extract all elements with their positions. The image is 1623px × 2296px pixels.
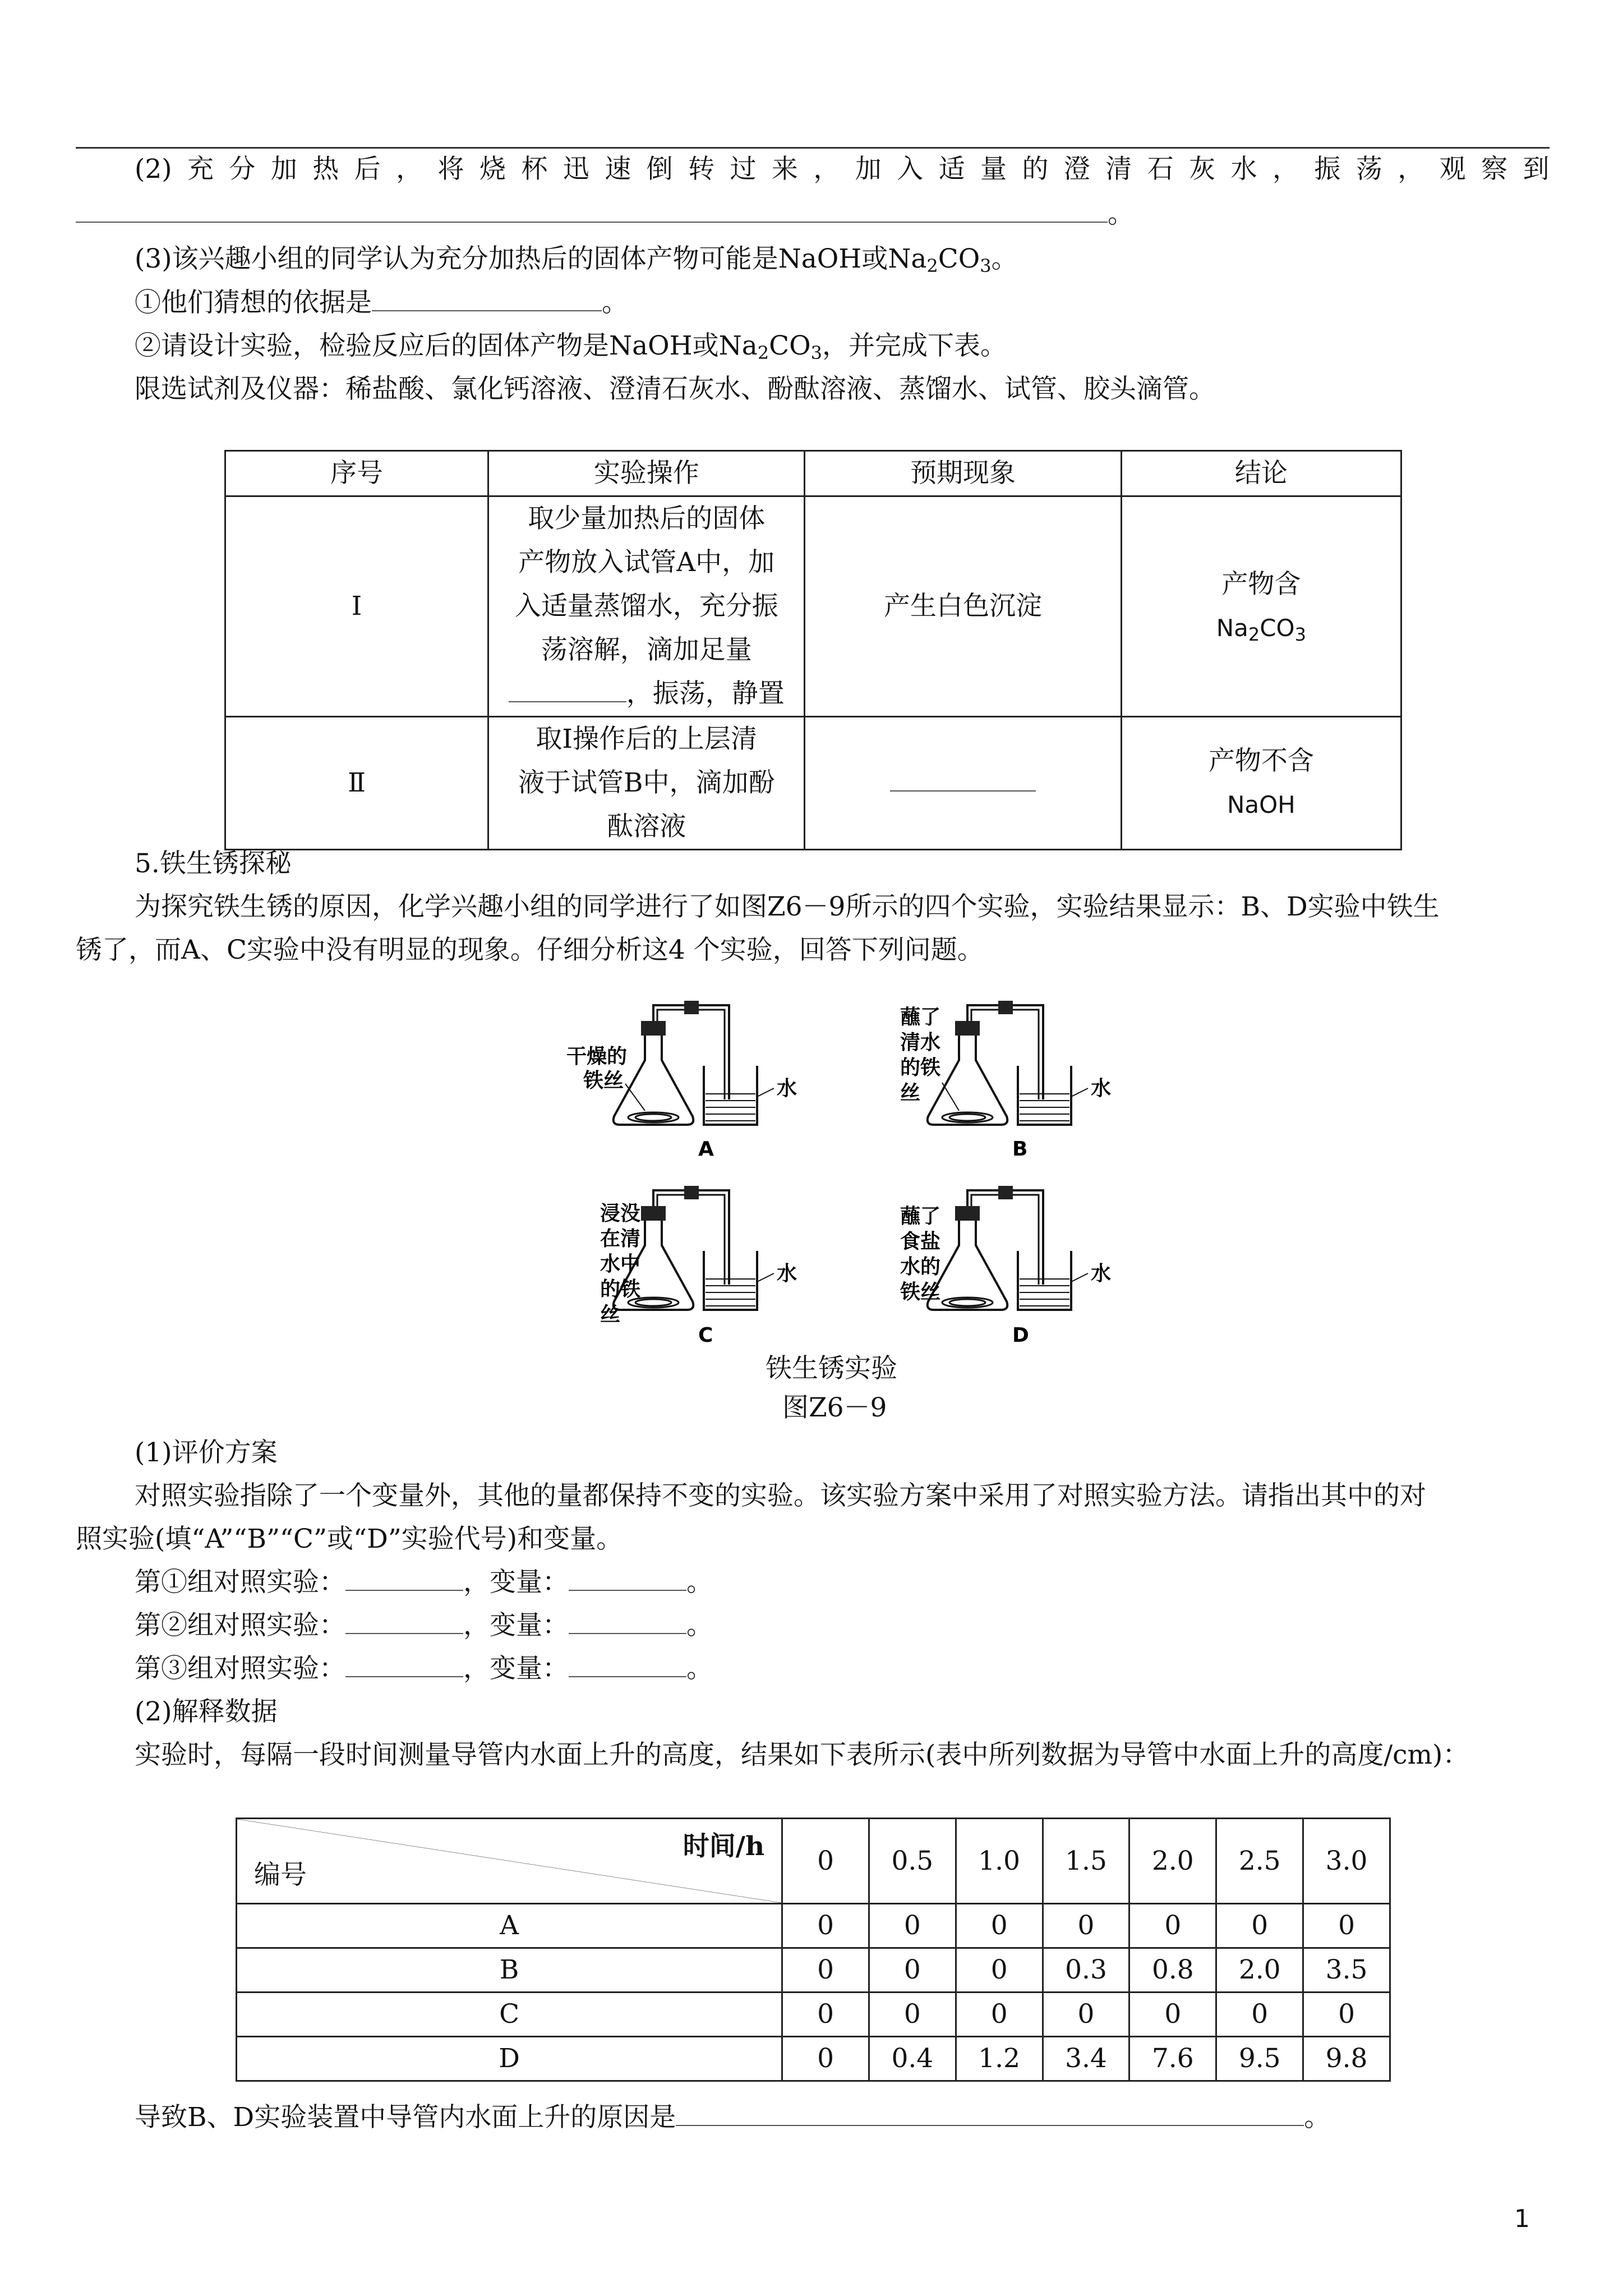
time-header: 1.0 <box>956 1819 1043 1904</box>
svg-text:水: 水 <box>1091 1262 1112 1285</box>
water-rise-table <box>236 1818 1391 2082</box>
question-2-number: (2) <box>135 154 172 185</box>
question-2-line <box>135 153 1550 186</box>
question-2-char: 察 <box>1481 154 1508 185</box>
answer-blank[interactable] <box>372 288 602 311</box>
svg-text:的铁: 的铁 <box>900 1056 941 1079</box>
control-group-2: 第②组对照实验： ，变量： 。 <box>135 1610 713 1641</box>
header-cell: 结论 <box>1121 451 1401 496</box>
question-2-char: 过 <box>730 154 757 185</box>
reagent-list: 限选试剂及仪器：稀盐酸、氯化钙溶液、澄清石灰水、酚酞溶液、蒸馏水、试管、胶头滴管。 <box>135 374 1215 404</box>
question-2-char: 热 <box>312 154 339 185</box>
figure-caption: 铁生锈实验 <box>766 1353 897 1384</box>
question-2-char: 振 <box>1314 154 1341 185</box>
question-2-char: 速 <box>605 154 631 185</box>
question-2-char: ， <box>396 154 423 185</box>
figure-letter: A <box>698 1138 714 1161</box>
phenomenon-cell <box>805 717 1121 850</box>
iron-rust-experiment-figure <box>561 999 1155 1346</box>
question-2-char: 水 <box>1230 154 1257 185</box>
question-2-char: 石 <box>1147 154 1174 185</box>
question-2-answer-line: 。 <box>76 197 1134 231</box>
figure-number: 图Z6－9 <box>782 1392 887 1423</box>
answer-blank[interactable] <box>569 1654 686 1677</box>
answer-blank[interactable] <box>76 199 1108 223</box>
question-2-char: 迅 <box>562 154 589 185</box>
section-heading: (2)解释数据 <box>135 1696 278 1727</box>
operation-cell: 取Ⅰ操作后的上层清 液于试管B中，滴加酚 酞溶液 <box>488 717 805 850</box>
table-header-row <box>225 451 1401 496</box>
time-header: 0 <box>782 1819 869 1904</box>
question-5-paragraph: 锈了，而A、C实验中没有明显的现象。仔细分析这4 个实验，回答下列问题。 <box>76 935 984 965</box>
corner-cell: 时间/h 编号 <box>237 1819 782 1904</box>
answer-blank[interactable] <box>676 2102 1304 2126</box>
question-2-char: 量 <box>980 154 1007 185</box>
label-d: 蘸了 <box>900 1205 941 1228</box>
svg-text:清水: 清水 <box>900 1031 941 1054</box>
control-group-3: 第③组对照实验： ，变量： 。 <box>135 1653 713 1684</box>
control-group-1: 第①组对照实验： ，变量： 。 <box>135 1567 713 1598</box>
table-row: D 0 0.4 1.2 3.4 7.6 9.5 9.8 <box>237 2037 1390 2081</box>
question-2-char: 荡 <box>1355 154 1382 185</box>
experiment-design-table <box>224 450 1402 850</box>
question-2-char: 来 <box>771 154 798 185</box>
table-row: A 0 0 0 0 0 0 0 <box>237 1904 1390 1948</box>
question-5-paragraph: 为探究铁生锈的原因，化学兴趣小组的同学进行了如图Z6－9所示的四个实验，实验结果显示：B、D实验中铁生 <box>135 891 1440 922</box>
answer-blank[interactable] <box>509 679 626 702</box>
question-2-char: 的 <box>1022 154 1049 185</box>
answer-blank[interactable] <box>569 1567 686 1591</box>
question-2-char: 入 <box>897 154 924 185</box>
table-row: C 0 0 0 0 0 0 0 <box>237 1993 1390 2037</box>
apparatus-a <box>614 1001 774 1125</box>
time-header: 2.5 <box>1216 1819 1303 1904</box>
svg-text:水: 水 <box>1091 1077 1112 1100</box>
answer-blank[interactable] <box>569 1611 686 1634</box>
question-2-char: 适 <box>938 154 965 185</box>
header-cell: 实验操作 <box>488 451 805 496</box>
svg-text:水: 水 <box>777 1262 797 1285</box>
conclusion-cell: 产物不含 NaOH <box>1121 717 1401 850</box>
table-row: B 0 0 0 0.3 0.8 2.0 3.5 <box>237 1948 1390 1993</box>
question-2-char: 后 <box>354 154 381 185</box>
label-a: 干燥的 <box>566 1045 628 1068</box>
operation-cell: 取少量加热后的固体 产物放入试管A中，加 入适量蒸馏水，充分振 荡溶解，滴加足量 ，振荡，静置 <box>488 496 805 717</box>
time-header: 1.5 <box>1043 1819 1129 1904</box>
figure-letter: C <box>698 1324 713 1346</box>
header-rule <box>76 147 1550 149</box>
paragraph: 实验时，每隔一段时间测量导管内水面上升的高度，结果如下表所示(表中所列数据为导管中水面上升的高度/cm)： <box>135 1740 1469 1770</box>
question-3-intro: (3)该兴趣小组的同学认为充分加热后的固体产物可能是NaOH或$Na_2CO_3$。 <box>135 243 1018 277</box>
final-question: 导致B、D实验装置中导管内水面上升的原因是 。 <box>135 2102 1331 2133</box>
question-2-char: 烧 <box>479 154 506 185</box>
answer-blank[interactable] <box>345 1567 463 1591</box>
question-2-char: 转 <box>688 154 715 185</box>
label-b: 蘸了 <box>900 1006 941 1029</box>
question-2-char: 充 <box>187 154 214 185</box>
question-2-char: 加 <box>855 154 882 185</box>
svg-text:水: 水 <box>777 1077 797 1100</box>
table-header-row <box>237 1819 1390 1904</box>
question-2-char: 分 <box>229 154 256 185</box>
figure-letter: B <box>1012 1138 1028 1161</box>
row-id: Ⅱ <box>225 717 488 850</box>
question-2-char: 观 <box>1439 154 1466 185</box>
svg-text:食盐: 食盐 <box>900 1230 941 1253</box>
page-number: 1 <box>1514 2205 1530 2233</box>
svg-text:水的: 水的 <box>900 1255 941 1278</box>
question-2-char: 杯 <box>521 154 548 185</box>
question-2-char: 将 <box>437 154 464 185</box>
question-5-title: 5.铁生锈探秘 <box>135 848 292 879</box>
time-header: 2.0 <box>1129 1819 1216 1904</box>
question-2-char: 灰 <box>1189 154 1216 185</box>
phenomenon-cell: 产生白色沉淀 <box>805 496 1121 717</box>
row-id: Ⅰ <box>225 496 488 717</box>
question-2-char: 澄 <box>1063 154 1090 185</box>
svg-text:丝: 丝 <box>600 1303 621 1326</box>
svg-text:水中: 水中 <box>600 1253 641 1276</box>
question-2-char: 清 <box>1105 154 1132 185</box>
question-3-sub2: ②请设计实验，检验反应后的固体产物是NaOH或$Na_2CO_3$，并完成下表。 <box>135 330 1007 364</box>
apparatus-d <box>928 1186 1088 1310</box>
paragraph: 对照实验指除了一个变量外，其他的量都保持不变的实验。该实验方案中采用了对照实验方法。请指出其中的对 <box>135 1480 1426 1511</box>
conclusion-cell: 产物含 $Na_2CO_3$ <box>1121 496 1401 717</box>
question-2-char: 倒 <box>646 154 673 185</box>
answer-blank[interactable] <box>890 768 1036 792</box>
svg-text:铁丝: 铁丝 <box>583 1069 624 1092</box>
question-3-sub1: ①他们猜想的依据是 。 <box>135 287 628 318</box>
section-heading: (1)评价方案 <box>135 1437 278 1468</box>
header-cell: 序号 <box>225 451 488 496</box>
label-c: 浸没 <box>600 1202 641 1225</box>
question-2-char: ， <box>1398 154 1424 185</box>
time-header: 3.0 <box>1303 1819 1390 1904</box>
table-row <box>225 717 1401 850</box>
apparatus-b <box>928 1001 1088 1125</box>
svg-text:在清: 在清 <box>600 1227 641 1250</box>
time-header: 0.5 <box>869 1819 956 1904</box>
answer-blank[interactable] <box>345 1654 463 1677</box>
svg-text:的铁: 的铁 <box>600 1278 641 1301</box>
question-2-char: ， <box>1272 154 1299 185</box>
answer-blank[interactable] <box>345 1611 463 1634</box>
figure-letter: D <box>1012 1324 1029 1346</box>
svg-text:丝: 丝 <box>900 1082 921 1105</box>
table-row <box>225 496 1401 717</box>
header-cell: 预期现象 <box>805 451 1121 496</box>
paragraph: 照实验(填“A”“B”“C”或“D”实验代号)和变量。 <box>76 1524 623 1554</box>
question-2-char: 到 <box>1523 154 1550 185</box>
question-2-char: ， <box>813 154 840 185</box>
svg-text:铁丝: 铁丝 <box>900 1281 941 1304</box>
question-2-char: 加 <box>270 154 297 185</box>
